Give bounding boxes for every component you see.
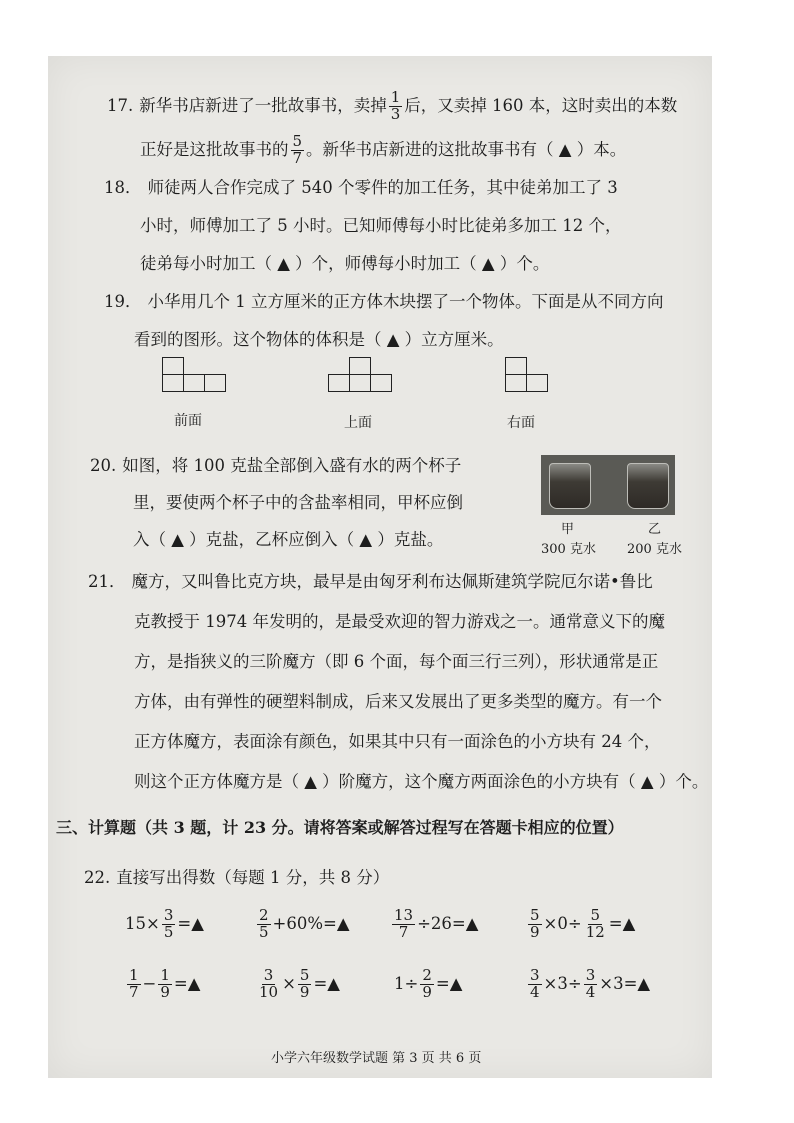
fraction: $\frac{5}{7}$ <box>292 132 303 167</box>
calc-expr-3: $\frac{13}{7}$ ÷26=▲ <box>394 906 479 941</box>
q18-line2: 小时，师傅加工了 5 小时。已知师傅每小时比徒弟多加工 12 个， <box>140 216 622 235</box>
q17-line1: 17. 新华书店新进了一批故事书，卖掉 $\frac{1}{3}$ 后，又卖掉 160 本，这时卖出的本数 <box>107 88 678 123</box>
cup-a-image <box>549 463 591 509</box>
page-footer: 小学六年级数学试题 第 3 页 共 6 页 <box>271 1051 482 1066</box>
front-view-label: 前面 <box>174 413 202 429</box>
q20-line3: 入（ ▲ ）克盐，乙杯应倒入（ ▲ ）克盐。 <box>133 530 444 549</box>
q21-line2: 克教授于 1974 年发明的，是最受欢迎的智力游戏之一。通常意义下的魔 <box>134 612 665 631</box>
cup-b-water: 200 克水 <box>627 542 682 557</box>
q20-line1: 20. 如图，将 100 克盐全部倒入盛有水的两个杯子 <box>90 456 462 475</box>
q18-line3: 徒弟每小时加工（ ▲ ）个，师傅每小时加工（ ▲ ）个。 <box>140 254 550 273</box>
q21-line6: 则这个正方体魔方是（ ▲ ）阶魔方，这个魔方两面涂色的小方块有（ ▲ ）个。 <box>134 772 709 791</box>
calc-expr-8: $\frac{3}{4}$ ×3÷ $\frac{3}{4}$ ×3=▲ <box>530 966 651 1001</box>
q21-line4: 方体，由有弹性的硬塑料制成，后来又发展出了更多类型的魔方。有一个 <box>134 692 662 711</box>
q21-line3: 方，是指狭义的三阶魔方（即 6 个面，每个面三行三列），形状通常是正 <box>134 652 659 671</box>
q20-line2: 里，要使两个杯子中的含盐率相同，甲杯应倒 <box>133 493 463 512</box>
cup-b-label: 乙 <box>648 522 662 537</box>
calc-expr-6: $\frac{3}{10}$ × $\frac{5}{9}$ =▲ <box>259 966 340 1001</box>
q19-line1: 19． 小华用几个 1 立方厘米的正方体木块摆了一个物体。下面是从不同方向 <box>104 292 664 311</box>
cup-a-label: 甲 <box>561 522 575 537</box>
cups-photo <box>541 455 675 515</box>
cup-a-water: 300 克水 <box>541 542 596 557</box>
calc-expr-1: 15× $\frac{3}{5}$ =▲ <box>125 906 204 941</box>
q21-line5: 正方体魔方，表面涂有颜色，如果其中只有一面涂色的小方块有 24 个， <box>134 732 661 751</box>
fraction: $\frac{1}{3}$ <box>390 88 401 123</box>
calc-expr-7: 1÷ $\frac{2}{9}$ =▲ <box>394 966 463 1001</box>
q22-title: 22. 直接写出得数（每题 1 分，共 8 分） <box>84 868 390 887</box>
calc-expr-5: $\frac{1}{7}$ − $\frac{1}{9}$ =▲ <box>129 966 201 1001</box>
cup-b-image <box>627 463 669 509</box>
q21-line1: 21． 魔方，又叫鲁比克方块，最早是由匈牙利布达佩斯建筑学院厄尔诺•鲁比 <box>88 572 653 591</box>
q19-line2: 看到的图形。这个物体的体积是（ ▲ ）立方厘米。 <box>134 330 504 349</box>
section-3-heading: 三、计算题（共 3 题，计 23 分。请将答案或解答过程写在答题卡相应的位置） <box>56 818 624 837</box>
calc-expr-4: $\frac{5}{9}$ ×0÷ $\frac{5}{12}$ =▲ <box>530 906 636 941</box>
q17-line2: 正好是这批故事书的 $\frac{5}{7}$ 。新华书店新进的这批故事书有（ ▲ ）本。 <box>140 132 627 167</box>
right-view-label: 右面 <box>507 415 535 431</box>
q18-line1: 18． 师徒两人合作完成了 540 个零件的加工任务，其中徒弟加工了 3 <box>104 178 618 197</box>
top-view-label: 上面 <box>344 415 372 431</box>
calc-expr-2: $\frac{2}{5}$ +60%=▲ <box>259 906 350 941</box>
